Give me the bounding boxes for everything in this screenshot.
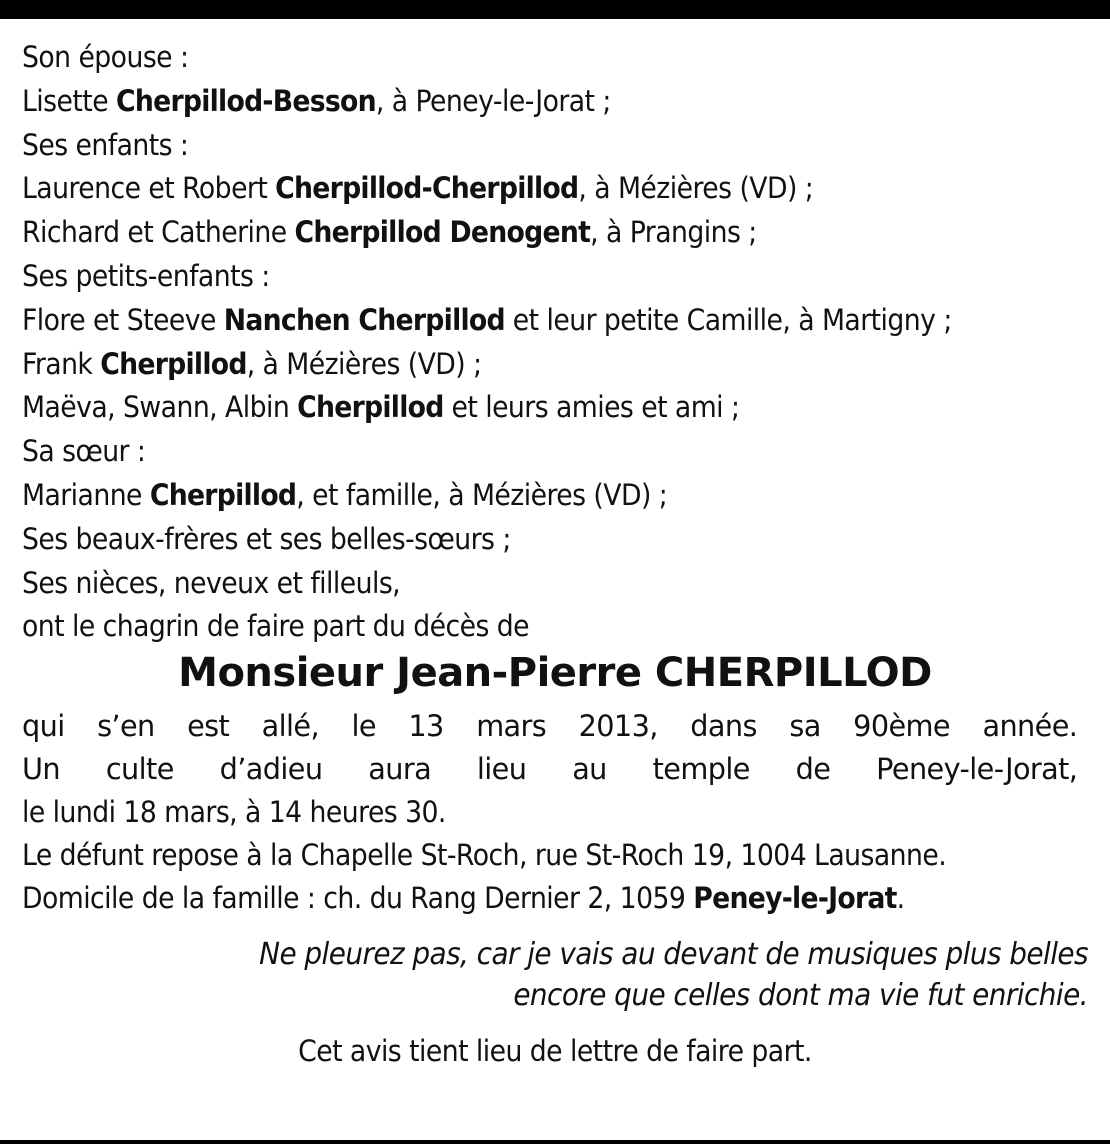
- sister-heading: Sa sœur :: [22, 434, 146, 469]
- in-laws-line: Ses beaux-frères et ses belles-sœurs ;: [22, 521, 511, 556]
- memorial-quote: [97, 934, 1088, 1016]
- quote-line-1: Ne pleurez pas, car je vais au devant de musiques plus belles: [259, 937, 1088, 973]
- announcement-line: ont le chagrin de faire part du décès de: [22, 609, 529, 644]
- top-rule: [0, 0, 1110, 19]
- grandchildren-heading: Ses petits-enfants :: [22, 258, 270, 293]
- service-time-line: le lundi 18 mars, à 14 heures 30.: [22, 795, 446, 830]
- service-details: [22, 705, 1088, 920]
- deceased-name: Monsieur Jean-Pierre CHERPILLOD: [178, 650, 932, 697]
- family-surname: Cherpillod-Besson: [115, 83, 376, 118]
- sister-line: Marianne Cherpillod, et famille, à Mézières (VD) ;: [22, 477, 668, 512]
- family-surname: Cherpillod: [149, 477, 297, 512]
- nieces-nephews-line: Ses nièces, neveux et filleuls,: [22, 565, 401, 600]
- obituary-notice: [22, 36, 1088, 1073]
- death-date-line: qui s’en est allé, le 13 mars 2013, dans sa 90ème année.: [22, 709, 1078, 744]
- family-surname: Cherpillod: [100, 346, 247, 381]
- bottom-rule: [0, 1140, 1110, 1144]
- closing-note: Cet avis tient lieu de lettre de faire part.: [298, 1034, 812, 1069]
- children-heading: Ses enfants :: [22, 127, 189, 162]
- family-surname: Cherpillod Denogent: [294, 215, 591, 250]
- family-address-line: Domicile de la famille : ch. du Rang Dernier 2, 1059 Peney-le-Jorat.: [22, 881, 905, 916]
- child-line: Laurence et Robert Cherpillod-Cherpillod, à Mézières (VD) ;: [22, 171, 814, 206]
- family-surname: Nanchen Cherpillod: [223, 302, 505, 337]
- grandchild-line: Maëva, Swann, Albin Cherpillod et leurs amies et ami ;: [22, 390, 740, 425]
- family-list: [22, 36, 1089, 649]
- child-line: Richard et Catherine Cherpillod Denogent, à Prangins ;: [22, 215, 757, 250]
- family-surname: Cherpillod-Cherpillod: [275, 171, 579, 206]
- spouse-heading: Son épouse :: [22, 40, 189, 74]
- family-surname: Cherpillod: [297, 390, 444, 425]
- rest-place-line: Le défunt repose à la Chapelle St-Roch, rue St-Roch 19, 1004 Lausanne.: [22, 838, 947, 873]
- grandchild-line: Frank Cherpillod, à Mézières (VD) ;: [22, 346, 482, 381]
- spouse-line: Lisette Cherpillod-Besson, à Peney-le-Jorat ;: [22, 83, 611, 118]
- quote-line-2: encore que celles dont ma vie fut enrichie.: [513, 978, 1088, 1014]
- service-line: Un culte d’adieu aura lieu au temple de Peney-le-Jorat,: [22, 752, 1078, 787]
- grandchild-line: Flore et Steeve Nanchen Cherpillod et leur petite Camille, à Martigny ;: [22, 302, 952, 337]
- family-town: Peney-le-Jorat: [693, 881, 897, 916]
